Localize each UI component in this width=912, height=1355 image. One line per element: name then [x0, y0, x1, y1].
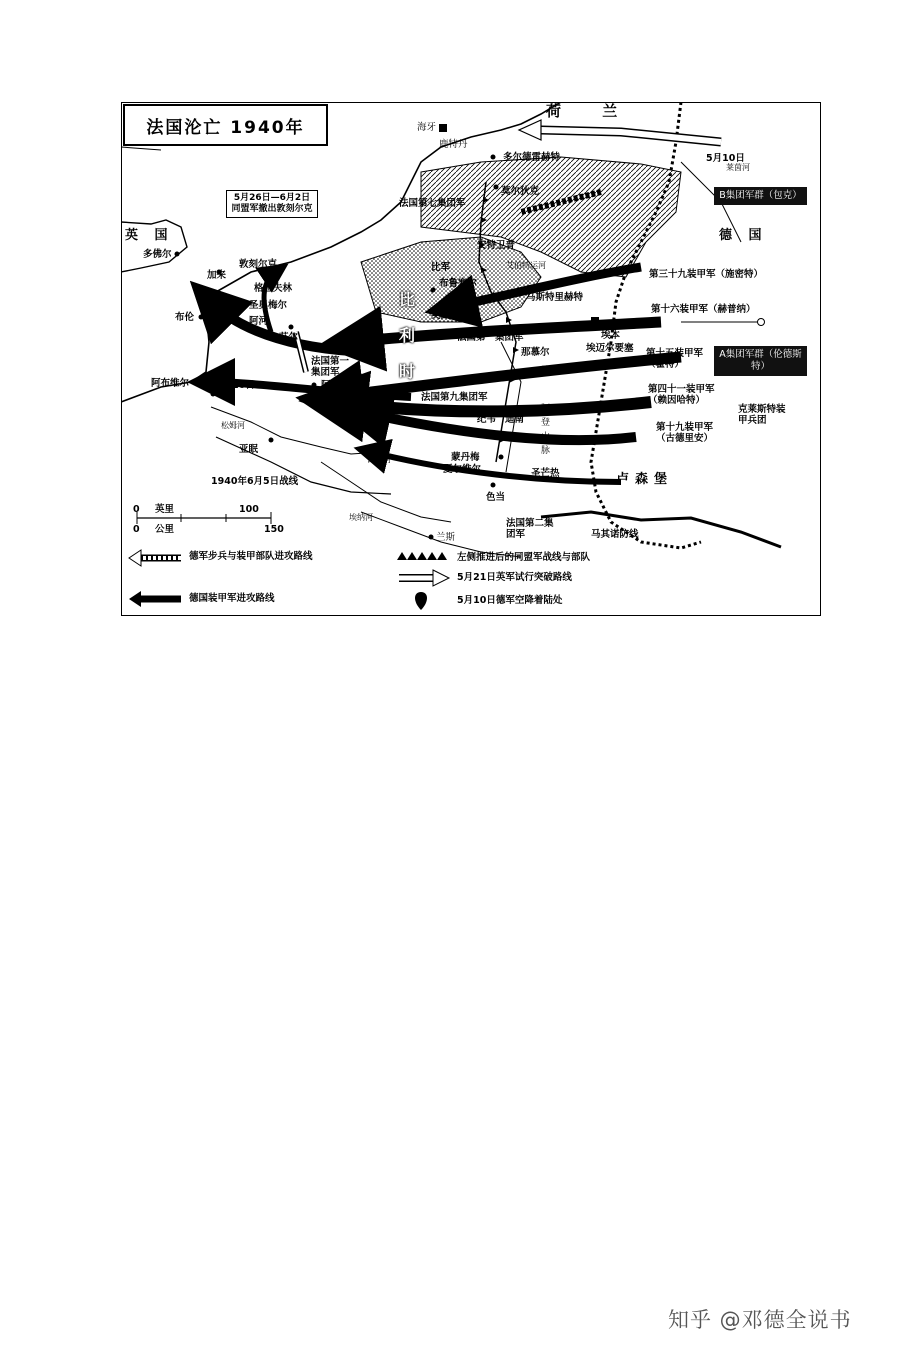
label-somme: 松姆河: [221, 421, 245, 430]
label-aire: 艾尔: [279, 332, 299, 343]
label-may10: 5月10日: [706, 153, 745, 164]
label-moerdijk: 莫尔狄克: [501, 186, 540, 197]
scale-zero-bottom: 0: [133, 524, 140, 535]
label-dordrecht: 多尔德雷赫特: [503, 152, 561, 163]
label-xvi: 第十六装甲军（赫普纳）: [651, 304, 756, 315]
legend-british-counter: 5月21日英军试行突破路线: [457, 572, 572, 583]
label-rotterdam: 鹿特丹: [439, 139, 468, 150]
label-meuse: 马斯河: [541, 365, 565, 374]
label-maastricht: 马斯特里赫特: [526, 292, 584, 303]
label-montherme: 蒙丹梅: [451, 452, 480, 463]
label-dover: 多佛尔: [143, 249, 172, 260]
label-dunkirk: 敦刻尔克: [239, 259, 278, 270]
label-st-omer: 圣奥梅尔: [249, 300, 288, 311]
label-amiens: 亚眠: [239, 444, 259, 455]
label-bef: 英国远征军: [431, 310, 479, 321]
scale-hundred: 100: [239, 504, 259, 515]
label-xxxix: 第三十九装甲军（施密特）: [649, 269, 764, 280]
scale-miles: 英里: [155, 504, 175, 515]
dunkirk-evacuation-note: 5月26日—6月2日同盟军撤出敦刻尔克: [226, 190, 318, 218]
label-reims: 兰斯: [436, 532, 456, 543]
campaign-map: [121, 102, 821, 616]
label-xli: 第四十一装甲军（赖因哈特）: [648, 384, 715, 406]
army-group-b-box: B集团军群（包克）: [714, 187, 807, 205]
label-belgian: 比军: [431, 262, 451, 273]
label-maginot: 马其诺防线: [591, 529, 639, 540]
label-brussels: 布鲁塞尔: [439, 278, 478, 289]
legend-allied-front: 左侧推进后的同盟军战线与部队: [457, 552, 591, 563]
label-sedan: 色当: [486, 492, 506, 503]
scale-one-fifty: 150: [264, 524, 284, 535]
label-xix: 第十九装甲军（古德里安）: [656, 422, 714, 444]
label-french2: 法国第二集团军: [506, 518, 554, 540]
label-namur: 那慕尔: [521, 347, 550, 358]
label-aa-river: 阿河: [249, 316, 269, 327]
scale-zero-top: 0: [133, 504, 140, 515]
map-title: 法国沦亡 1940年: [146, 117, 305, 138]
label-may20: 5月20日: [216, 380, 255, 391]
label-germany: 德 国: [719, 228, 768, 243]
label-albert-canal: 艾伯特运河: [506, 261, 546, 270]
label-dinant: 迪南: [505, 414, 525, 425]
label-ardennes: 阿 登 山 脉: [541, 404, 551, 456]
label-england: 英 国: [125, 228, 174, 243]
label-charleville: 夏尔维尔: [443, 464, 482, 475]
label-french7: 法国第七集团军: [399, 198, 466, 209]
label-givet: 纪韦: [477, 414, 497, 425]
army-group-a-box: A集团军群（伦德斯特）: [714, 346, 807, 376]
label-abbeville: 阿布维尔: [151, 378, 190, 389]
maginot-line: [541, 512, 781, 547]
label-luxembourg: 卢森堡: [616, 472, 674, 487]
label-gravelines: 格拉夫林: [254, 283, 293, 294]
label-french1b: 法国第一集团军: [311, 356, 350, 378]
label-belgium: 比 利 时: [399, 290, 416, 381]
label-calais: 加来: [207, 270, 227, 281]
label-rhine: 莱茵河: [726, 163, 750, 172]
label-french9: 法国第九集团军: [421, 392, 488, 403]
label-hague: 海牙: [417, 122, 437, 133]
label-oise: 瓦兹河: [367, 455, 391, 464]
label-arras: 阿腊斯: [321, 380, 350, 391]
scale-km: 公里: [155, 524, 175, 535]
label-aachen: 埃本: [601, 330, 621, 341]
label-french1: 法国第一集团军: [457, 332, 524, 343]
map-title-box: [123, 104, 328, 146]
label-kleist: 克莱斯特装甲兵团: [738, 404, 786, 426]
label-xv: 第十五装甲军（霍特）: [646, 348, 704, 370]
legend-armor: 德国装甲军进攻路线: [189, 593, 275, 604]
label-netherlands: 荷 兰: [546, 102, 636, 120]
legend-infantry: 德军步兵与装甲部队进攻路线: [189, 551, 313, 562]
label-lille: 里尔: [339, 340, 359, 351]
watermark: 知乎 @邓德全说书: [668, 1308, 852, 1332]
label-st-menges: 圣芒热: [531, 468, 560, 479]
label-boulogne: 布伦: [175, 312, 195, 323]
legend-paratroops: 5月10日德军空降着陆处: [457, 595, 563, 606]
label-eben-emael: 埃迈尔要塞: [586, 343, 634, 354]
label-antwerp: 安特卫普: [477, 240, 516, 251]
label-june5-front: 1940年6月5日战线: [211, 476, 299, 487]
label-aisne: 埃纳河: [349, 513, 373, 522]
